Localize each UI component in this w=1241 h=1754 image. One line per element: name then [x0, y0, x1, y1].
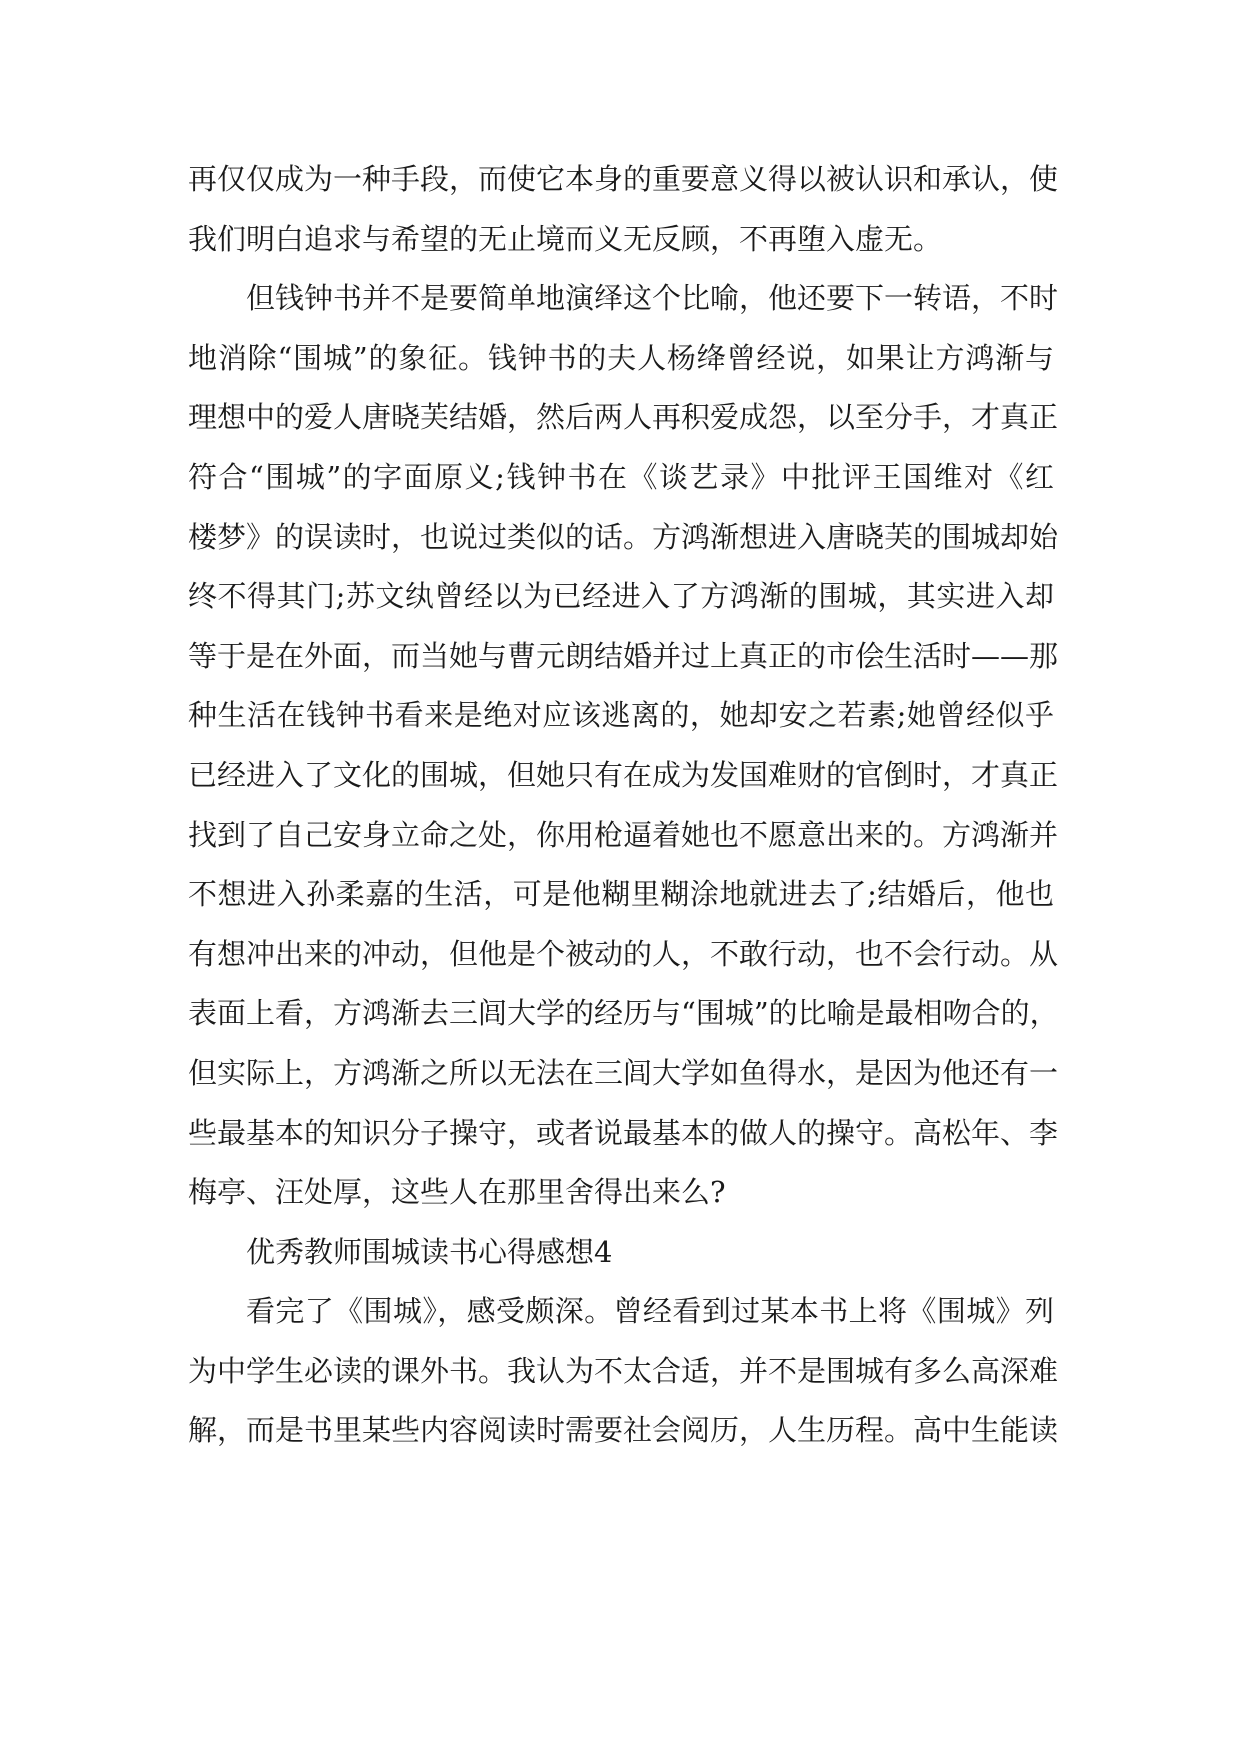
paragraph-2-line: 有想冲出来的冲动，但他是个被动的人，不敢行动，也不会行动。从 — [188, 936, 1059, 971]
paragraph-2-line: 等于是在外面，而当她与曹元朗结婚并过上真正的市侩生活时——那 — [188, 638, 1059, 673]
paragraph-2-line: 地消除“围城”的象征。钱钟书的夫人杨绛曾经说，如果让方鸿渐与 — [188, 340, 1054, 375]
paragraph-2-line: 不想进入孙柔嘉的生活，可是他糊里糊涂地就进去了;结婚后，他也 — [188, 877, 1054, 912]
paragraph-2-line: 找到了自己安身立命之处，你用枪逼着她也不愿意出来的。方鸿渐并 — [188, 817, 1059, 852]
document-body — [188, 150, 1059, 1461]
paragraph-2-line: 种生活在钱钟书看来是绝对应该逃离的，她却安之若素;她曾经似乎 — [188, 698, 1054, 733]
paragraph-2-line: 但实际上，方鸿渐之所以无法在三闾大学如鱼得水，是因为他还有一 — [188, 1055, 1059, 1090]
paragraph-3-line: 看完了《围城》，感受颇深。曾经看到过某本书上将《围城》列 — [246, 1294, 1054, 1329]
paragraph-1-line: 再仅仅成为一种手段，而使它本身的重要意义得以被认识和承认，使 — [188, 162, 1059, 196]
paragraph-3-line: 解，而是书里某些内容阅读时需要社会阅历，人生历程。高中生能读 — [188, 1413, 1059, 1448]
paragraph-2-line: 符合“围城”的字面原义;钱钟书在《谈艺录》中批评王国维对《红 — [188, 459, 1054, 494]
paragraph-2-line: 终不得其门;苏文纨曾经以为已经进入了方鸿渐的围城，其实进入却 — [188, 579, 1054, 614]
paragraph-1-line: 我们明白追求与希望的无止境而义无反顾，不再堕入虚无。 — [188, 221, 943, 256]
paragraph-2-line: 些最基本的知识分子操守，或者说最基本的做人的操守。高松年、李 — [188, 1115, 1059, 1150]
paragraph-2-line: 梅亭、汪处厚，这些人在那里舍得出来么? — [188, 1175, 726, 1210]
section-heading: 优秀教师围城读书心得感想4 — [246, 1234, 613, 1269]
paragraph-2-line: 表面上看，方鸿渐去三闾大学的经历与“围城”的比喻是最相吻合的， — [188, 996, 1059, 1031]
paragraph-2-line: 但钱钟书并不是要简单地演绎这个比喻，他还要下一转语，不时 — [246, 281, 1059, 316]
paragraph-3-line: 为中学生必读的课外书。我认为不太合适，并不是围城有多么高深难 — [188, 1353, 1059, 1388]
paragraph-2-line: 楼梦》的误读时，也说过类似的话。方鸿渐想进入唐晓芙的围城却始 — [188, 519, 1059, 554]
paragraph-2-line: 已经进入了文化的围城，但她只有在成为发国难财的官倒时，才真正 — [188, 757, 1059, 792]
paragraph-2-line: 理想中的爱人唐晓芙结婚，然后两人再积爱成怨，以至分手，才真正 — [188, 400, 1059, 435]
